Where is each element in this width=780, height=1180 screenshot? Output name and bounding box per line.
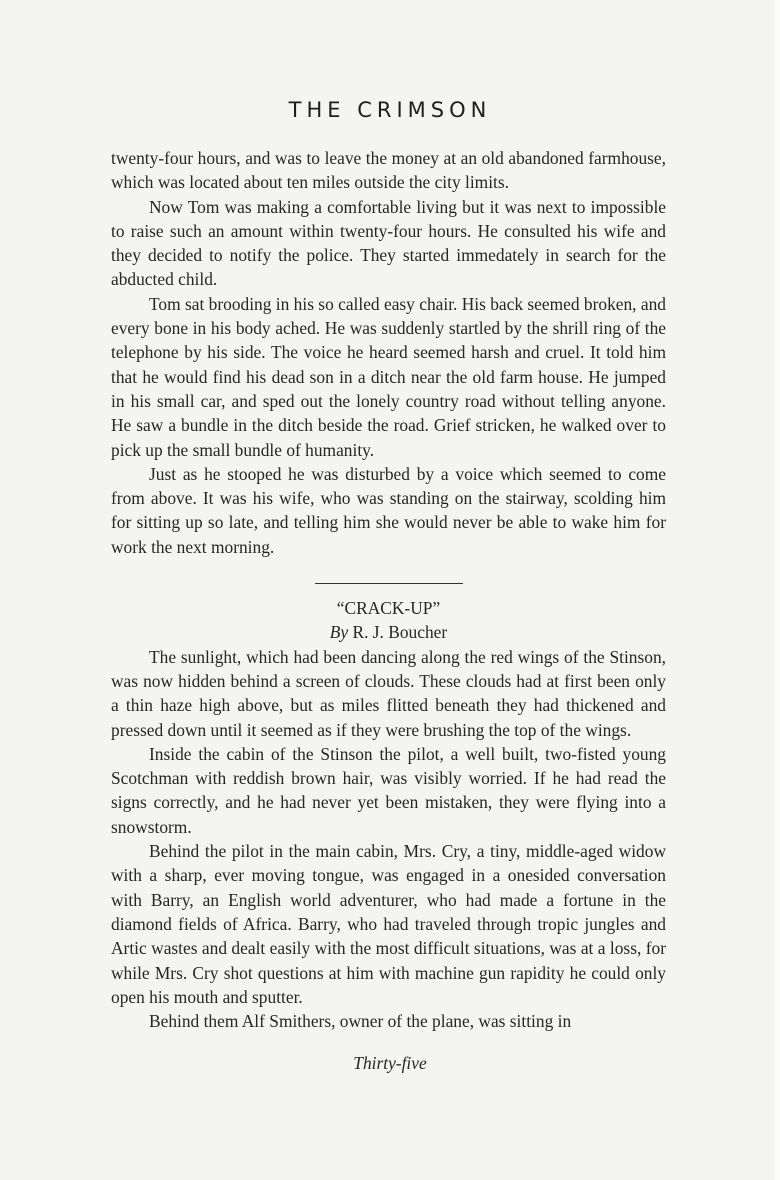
paragraph: Just as he stooped he was disturbed by a voice which seemed to come from above. It was his wife, who was standing on the stairway, scolding him for sitting up so late, and telling him she would never be able to wake him for work the next morning. (111, 463, 666, 557)
paragraph: Inside the cabin of the Stinson the pilot, a well built, two-fisted young Scotchman with reddish brown hair, was visibly worried. If he had read the signs correctly, and he had never yet been mistaken, they were flying into a snowstorm. (111, 743, 666, 837)
paragraph: Now Tom was making a comfortable living but it was next to impossible to raise such an amount within twenty-four hours. He consulted his wife and they decided to notify the police. They started immedately in search for the abducted child. (111, 196, 666, 290)
page-edge (774, 0, 780, 1180)
paragraph: Behind the pilot in the main cabin, Mrs. Cry, a tiny, middle-aged widow with a sharp, ever moving tongue, was engaged in a onesided conversation with Barry, an English world adventurer, who had made a fortune in the diamond fields of Africa. Barry, who had traveled through tropic jungles and Artic wastes and dealt easily with the most difficult situations, was at a loss, for while Mrs. Cry shot questions at him with machine gun rapidity he could only open his mouth and sputter. (111, 841, 666, 1007)
running-title: THE CRIMSON (288, 98, 492, 122)
author-name: R. J. Boucher (352, 622, 448, 643)
section-divider (315, 583, 463, 584)
byline (111, 620, 666, 644)
page-number: Thirty-five (353, 1053, 427, 1073)
byline-prefix: By (329, 622, 349, 643)
paragraph: The sunlight, which had been dancing along the red wings of the Stinson, was now hidden behind a screen of clouds. These clouds had at first been only a thin haze high above, but as miles flitted beneath they had thickened and pressed down until it seemed as if they were brushing the top of the wings. (111, 646, 666, 740)
story-title: “CRACK-UP” (336, 598, 441, 619)
page-body (111, 146, 666, 1033)
paragraph: Tom sat brooding in his so called easy chair. His back seemed broken, and every bone in his body ached. He was suddenly startled by the shrill ring of the telephone by his side. The voice he heard seemed harsh and cruel. It told him that he would find his dead son in a ditch near the old farm house. He jumped in his small car, and sped out the lonely country road without telling anyone. He saw a bundle in the ditch beside the road. Grief stricken, he walked over to pick up the small bundle of humanity. (111, 293, 666, 460)
paragraph: twenty-four hours, and was to leave the money at an old abandoned farmhouse, which was located about ten miles outside the city limits. (111, 148, 666, 193)
paragraph: Behind them Alf Smithers, owner of the plane, was sitting in (149, 1011, 572, 1032)
